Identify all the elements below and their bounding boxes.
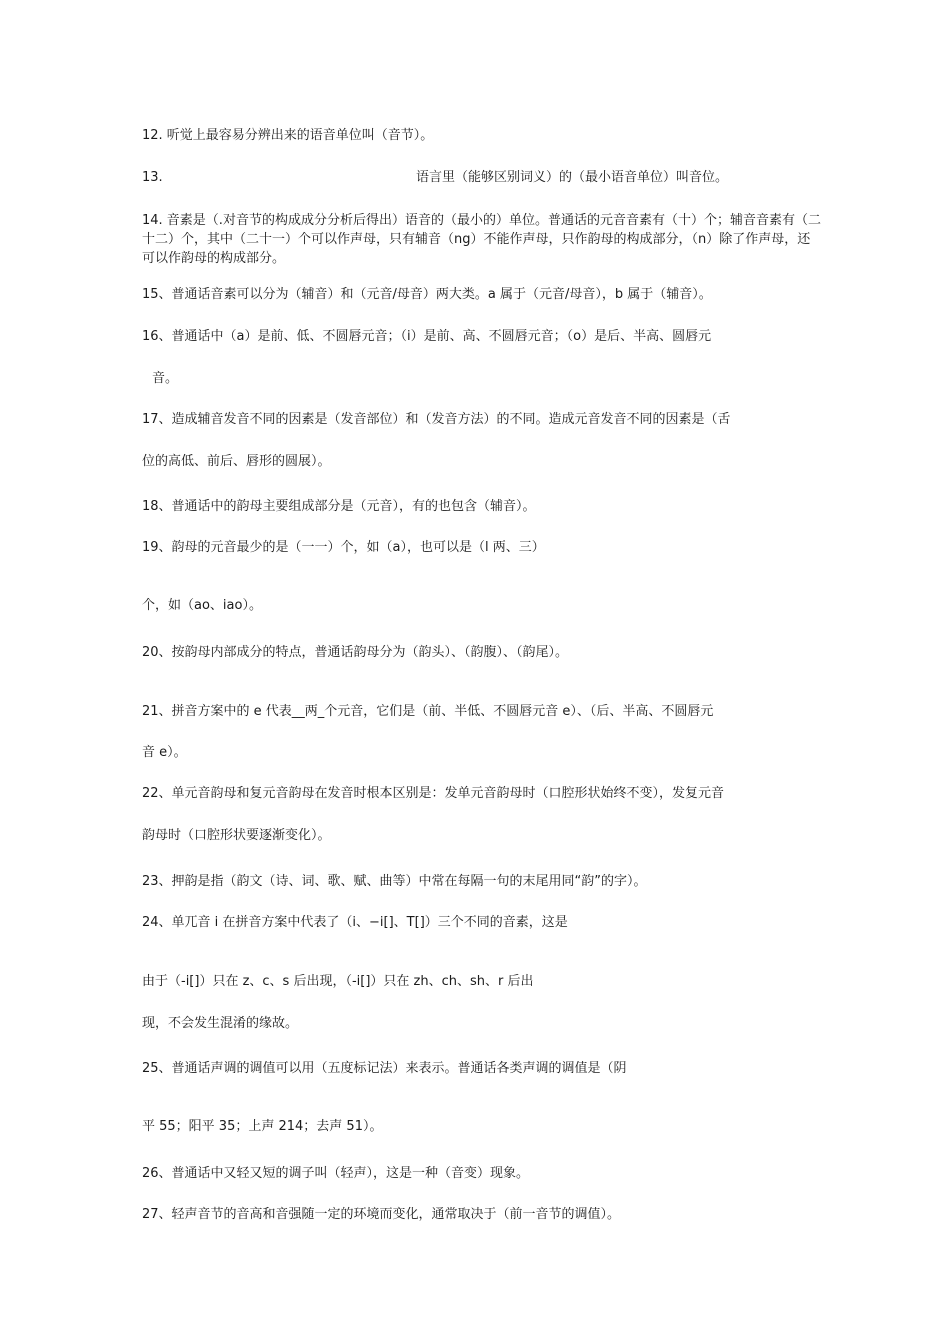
item-15: 15、普通话音素可以分为（辅音）和（元音/母音）两大类。a 属于（元音/母音），b 属于（辅音）。: [142, 287, 712, 302]
item-16-line2: 音。: [152, 371, 179, 386]
item-27: 27、轻声音节的音高和音强随一定的环境而变化，通常取决于（前一音节的调值）。: [142, 1207, 621, 1222]
item-24-line3: 现，不会发生混淆的缘故。: [142, 1016, 299, 1031]
item-22-line2: 韵母时（口腔形状要逐渐变化）。: [142, 828, 331, 843]
item-14: 14. 音素是（.对音节的构成成分分析后得出）语音的（最小的）单位。普通话的元音音素有（十）个；辅音音素有（二十二）个，其中（二十一）个可以作声母，只有辅音（ng）不能作声母，只作韵母的构成部分，（n）除了作声母，还可以作韵母的构成部分。: [142, 213, 821, 266]
item-16-line1: 16、普通话中（a）是前、低、不圆唇元音；（i）是前、高、不圆唇元音；（o）是后、半高、圆唇元: [142, 329, 712, 344]
item-19-line2: 个，如（ao、iao）。: [142, 598, 262, 613]
item-23: 23、押韵是指（韵文（诗、词、歌、赋、曲等）中常在每隔一句的末尾用同“韵”的字）。: [142, 874, 647, 889]
item-26: 26、普通话中又轻又短的调子叫（轻声），这是一种（音变）现象。: [142, 1166, 530, 1181]
item-22-line1: 22、单元音韵母和复元音韵母在发音时根本区别是：发单元音韵母时（口腔形状始终不变），发复元音: [142, 786, 725, 801]
item-21-line2: 音 e）。: [142, 745, 187, 760]
item-17-line2: 位的高低、前后、唇形的圆展）。: [142, 454, 331, 469]
item-19-line1: 19、韵母的元音最少的是（一一）个，如（a），也可以是（l 两、三）: [142, 540, 545, 555]
item-12: 12. 听觉上最容易分辨出来的语音单位叫（音节）。: [142, 128, 434, 143]
item-24-line1: 24、单兀音 i 在拼音方案中代表了（i、−i[]、T[]）三个不同的音素，这是: [142, 915, 568, 930]
item-13-text: 语言里（能够区别词义）的（最小语音单位）叫音位。: [416, 170, 729, 185]
item-20: 20、按韵母内部成分的特点，普通话韵母分为（韵头）、（韵腹）、（韵尾）。: [142, 645, 569, 660]
item-13-number: 13.: [142, 170, 163, 185]
item-25-line1: 25、普通话声调的调值可以用（五度标记法）来表示。普通话各类声调的调值是（阴: [142, 1061, 627, 1076]
item-24-line2: 由于（-i[]）只在 z、c、s 后出现，（-i[]）只在 zh、ch、sh、r 后出: [142, 974, 534, 989]
item-25-line2: 平 55；阳平 35；上声 214；去声 51）。: [142, 1119, 383, 1134]
item-21-line1: 21、拼音方案中的 e 代表__两_个元音，它们是（前、半低、不圆唇元音 e）、（后、半高、不圆唇元: [142, 704, 714, 719]
item-18: 18、普通话中的韵母主要组成部分是（元音），有的也包含（辅音）。: [142, 499, 536, 514]
item-17-line1: 17、造成辅音发音不同的因素是（发音部位）和（发音方法）的不同。造成元音发音不同的因素是（舌: [142, 412, 731, 427]
